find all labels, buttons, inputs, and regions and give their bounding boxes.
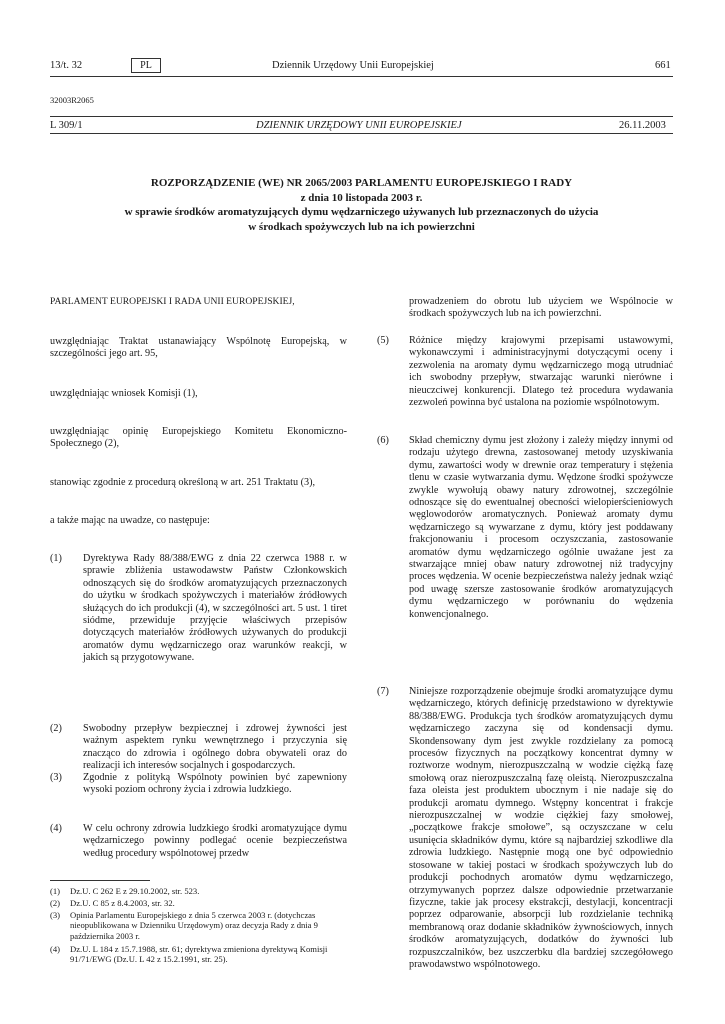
footnote-number: (4)	[50, 944, 61, 954]
page-reference: 13/t. 32	[50, 60, 83, 71]
oj-rule-bottom	[50, 133, 673, 134]
language-badge: PL	[131, 58, 161, 73]
footnote-number: (2)	[50, 898, 61, 908]
recital-number: (7)	[377, 686, 389, 697]
footnote-text: Dz.U. L 184 z 15.7.1988, str. 61; dyrektywa zmieniona dyrektywą Komisji 91/71/EWG (Dz.U. L 42 z 15.2.1991, str. 25).	[70, 944, 328, 965]
recital-text: Różnice między krajowymi przepisami ustawowymi, wykonawczymi i administracyjnymi dotyczącymi oceny i zezwolenia na aromaty dymu wędzarniczego mogą utrudniać ich swobodny przepływ, stwarzając warunki nierówne i nieuczciwej konkurencji. Dlatego też procedura wydawania zezwoleń powinna być ustalona na poziomie wspólnotowym.	[409, 335, 673, 409]
recital-text: Niniejsze rozporządzenie obejmuje środki aromatyzujące dymu wędzarniczego, których definicję przedstawiono w dyrektywie 88/388/EWG. Produkcja tych środków aromatyzujących dymu wędzarniczego zaczyna się od kondensacji dymu. Skondensowany dym jest zwykle rozdzielany za pomocą procesów fizycznych na początkowy koncentrat dymny w roztworze wodnym, nierozpuszczalną w wodzie ciężką fazę smołową oraz nierozpuszczalną fazę oleistą. Nierozpuszczalna faza oleista jest produktem ubocznym i nie nadaje się do produkcji aromatu dymnego. Wstępny koncentrat i frakcje nierozpuszczalnej w wodzie ciężkiej fazy smołowej, „początkowe frakcje smołowe”, są oczyszczane w celu usunięcia składników dymu, które są najbardziej szkodliwe dla zdrowia ludzkiego. Następnie mogą one być odpowiednio stosowane w takiej postaci w środkach spożywczych lub do produkcji pochodnych aromatów dymu wędzarniczego, otrzymywanych poprzez dalsze odpowiednie przetwarzanie fizyczne, takie jak procesy ekstrakcji, destylacji, koncentracji poprzez odparowanie, absorpcji lub rozdzielanie techniką membranową oraz dodanie składników żywnościowych, innych środków aromatyzujących, dodatków do żywności lub rozpuszczalników, bez uszczerbku dla bardziej szczegółowego prawodawstwo wspólnotowego.	[409, 686, 673, 970]
footnote-number: (3)	[50, 910, 61, 920]
recital-number: (6)	[377, 435, 389, 446]
oj-series: L 309/1	[50, 120, 83, 131]
recital-number: (5)	[377, 335, 389, 346]
footnotes	[50, 886, 347, 1006]
footnote-number: (1)	[50, 886, 61, 896]
footnote-separator	[50, 880, 150, 881]
preamble-authority: PARLAMENT EUROPEJSKI I RADA UNII EUROPEJSKIEJ,	[50, 296, 295, 307]
recital-continuation: prowadzeniem do obrotu lub użyciem we Wspólnocie w środkach spożywczych lub na ich powierzchni.	[409, 296, 673, 320]
page-number: 661	[655, 60, 671, 71]
oj-journal-title: DZIENNIK URZĘDOWY UNII EUROPEJSKIEJ	[256, 120, 462, 131]
citation-treaty: uwzględniając Traktat ustanawiający Wspólnotę Europejską, w szczególności jego art. 95,	[50, 336, 347, 360]
header-rule	[50, 76, 673, 77]
celex-number: 32003R2065	[50, 95, 94, 105]
journal-title: Dziennik Urzędowy Unii Europejskiej	[272, 60, 434, 71]
title-line: ROZPORZĄDZENIE (WE) NR 2065/2003 PARLAMENTU EUROPEJSKIEGO I RADY	[150, 177, 573, 189]
recital-number: (3)	[50, 772, 62, 783]
oj-rule-top	[50, 116, 673, 117]
recital-text: Swobodny przepływ bezpiecznej i zdrowej żywności jest ważnym aspektem rynku wewnętrznego i przyczynia się znacząco do zdrowia i ogólnego dobra obywateli oraz do realizacji ich interesów socjalnych i gospodarczych.	[83, 723, 347, 772]
recital-text: Skład chemiczny dymu jest złożony i zależy między innymi od rodzaju użytego drewna, zastosowanej metody uzyskiwania dymu, zawartości wody w drewnie oraz temperatury i stężenia tlenu w czasie wytwarzania dymu. Wędzone środki spożywcze zwykle wywołują obawy natury zdrowotnej, szczególnie odnoszące się do ewentualnej obecności wielopierścieniowych węglowodorów aromatycznych. Ponieważ aromaty dymu wędzarniczego są wywarzane z dymu, który jest poddawany frakcjonowaniu i procesom oczyszczania, zastosowanie aromatów dymu wędzarniczego ogólnie uważane jest za stwarzające mniej obaw natury zdrowotnej niż tradycyjny proces wędzenia. W ocenie bezpieczeństwa należy jednak wziąć pod uwagę szersze zastosowanie środków aromatyzujących dymu wędzarniczego w porównaniu do wędzenia konwencjonalnego.	[409, 435, 673, 620]
recital-text: Zgodnie z polityką Wspólnoty powinien być zapewniony wysoki poziom ochrony życia i zdrowia ludzkiego.	[83, 772, 347, 796]
oj-date: 26.11.2003	[619, 120, 666, 131]
whereas-intro: a także mając na uwadze, co następuje:	[50, 515, 210, 526]
recital-number: (1)	[50, 553, 62, 564]
recital-number: (2)	[50, 723, 62, 734]
left-column	[50, 296, 347, 876]
recital-text: Dyrektywa Rady 88/388/EWG z dnia 22 czerwca 1988 r. w sprawie zbliżenia ustawodawstw Państw Członkowskich odnoszących się do środków aromatyzujących przeznaczonych do użytku w środkach spożywczych i materiałów źródłowych służących do ich produkcji (4), w szczególności art. 5 ust. 1 tiret siódme, przewiduje przyjęcie właściwych przepisów dotyczących materiałów źródłowych używanych do produkcji aromatów dymu wędzarniczego oraz warunków reakcji, w jakich są przygotowywane.	[83, 553, 347, 664]
title-line: z dnia 10 listopada 2003 r.	[300, 191, 423, 204]
recital-text: W celu ochrony zdrowia ludzkiego środki aromatyzujące dymu wędzarniczego powinny podlegać ocenie bezpieczeństwa według procedury wspólnotowej przedw	[83, 823, 347, 859]
footnote-text: Dz.U. C 262 E z 29.10.2002, str. 523.	[70, 886, 200, 896]
recital-number: (4)	[50, 823, 62, 834]
citation-esc-opinion: uwzględniając opinię Europejskiego Komitetu Ekonomiczno-Społecznego (2),	[50, 426, 347, 450]
footnote-text: Dz.U. C 85 z 8.4.2003, str. 32.	[70, 898, 175, 908]
title-line: w sprawie środków aromatyzujących dymu wędzarniczego używanych lub przeznaczonych do użycia	[124, 206, 599, 218]
footnote-text: Opinia Parlamentu Europejskiego z dnia 5 czerwca 2003 r. (dotychczas nieopublikowana w Dzienniku Urzędowym) oraz decyzja Rady z dnia 9 października 2003 r.	[70, 910, 318, 941]
right-column	[377, 296, 673, 1016]
citation-procedure: stanowiąc zgodnie z procedurą określoną w art. 251 Traktatu (3),	[50, 477, 316, 488]
citation-commission-proposal: uwzględniając wniosek Komisji (1),	[50, 388, 198, 399]
regulation-title	[50, 176, 673, 234]
title-line: w środkach spożywczych lub na ich powierzchni	[248, 220, 475, 233]
